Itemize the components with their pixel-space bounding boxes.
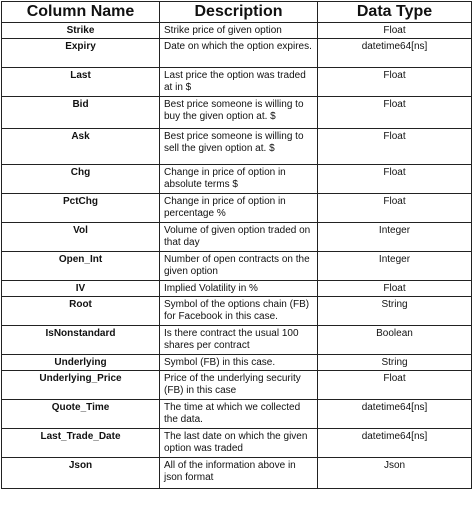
row-column-name: Bid xyxy=(2,97,160,129)
row-column-name: Last xyxy=(2,68,160,97)
row-column-name: Last_Trade_Date xyxy=(2,429,160,458)
row-data-type: datetime64[ns] xyxy=(318,400,472,429)
row-description: Best price someone is willing to sell the given option at. $ xyxy=(160,129,318,165)
row-data-type: Boolean xyxy=(318,326,472,355)
row-description: Volume of given option traded on that day xyxy=(160,223,318,252)
row-data-type: Float xyxy=(318,23,472,39)
table-row xyxy=(2,97,472,129)
row-description: Strike price of given option xyxy=(160,23,318,39)
column-definitions-table xyxy=(1,1,472,489)
header-description: Description xyxy=(160,2,318,23)
row-data-type: Json xyxy=(318,458,472,489)
row-data-type: Float xyxy=(318,97,472,129)
row-description: Symbol (FB) in this case. xyxy=(160,355,318,371)
row-data-type: Float xyxy=(318,129,472,165)
row-description: Best price someone is willing to buy the given option at. $ xyxy=(160,97,318,129)
header-row xyxy=(2,2,472,23)
row-description: The time at which we collected the data. xyxy=(160,400,318,429)
table-row xyxy=(2,165,472,194)
row-description: Price of the underlying security (FB) in this case xyxy=(160,371,318,400)
row-data-type: Float xyxy=(318,68,472,97)
row-data-type: datetime64[ns] xyxy=(318,429,472,458)
row-column-name: Open_Int xyxy=(2,252,160,281)
row-description: Date on which the option expires. xyxy=(160,39,318,68)
row-data-type: String xyxy=(318,355,472,371)
row-description: Change in price of option in absolute terms $ xyxy=(160,165,318,194)
row-column-name: Vol xyxy=(2,223,160,252)
row-data-type: Float xyxy=(318,194,472,223)
row-column-name: IsNonstandard xyxy=(2,326,160,355)
table-row xyxy=(2,355,472,371)
table-row xyxy=(2,23,472,39)
row-column-name: Underlying_Price xyxy=(2,371,160,400)
row-column-name: IV xyxy=(2,281,160,297)
row-column-name: Json xyxy=(2,458,160,489)
row-description: Implied Volatility in % xyxy=(160,281,318,297)
row-description: Is there contract the usual 100 shares per contract xyxy=(160,326,318,355)
table-row xyxy=(2,39,472,68)
row-description: Number of open contracts on the given option xyxy=(160,252,318,281)
row-data-type: Integer xyxy=(318,252,472,281)
table-row xyxy=(2,458,472,489)
table-row xyxy=(2,297,472,326)
row-column-name: PctChg xyxy=(2,194,160,223)
row-column-name: Ask xyxy=(2,129,160,165)
row-data-type: Integer xyxy=(318,223,472,252)
table-row xyxy=(2,252,472,281)
table-row xyxy=(2,194,472,223)
row-column-name: Chg xyxy=(2,165,160,194)
row-data-type: Float xyxy=(318,281,472,297)
table-row xyxy=(2,429,472,458)
row-description: Change in price of option in percentage % xyxy=(160,194,318,223)
row-description: Symbol of the options chain (FB) for Facebook in this case. xyxy=(160,297,318,326)
row-description: Last price the option was traded at in $ xyxy=(160,68,318,97)
row-data-type: Float xyxy=(318,165,472,194)
row-data-type: datetime64[ns] xyxy=(318,39,472,68)
row-column-name: Root xyxy=(2,297,160,326)
row-data-type: Float xyxy=(318,371,472,400)
table-row xyxy=(2,129,472,165)
table-row xyxy=(2,223,472,252)
table-row xyxy=(2,281,472,297)
row-column-name: Underlying xyxy=(2,355,160,371)
row-description: The last date on which the given option was traded xyxy=(160,429,318,458)
table-row xyxy=(2,371,472,400)
row-data-type: String xyxy=(318,297,472,326)
header-column-name: Column Name xyxy=(2,2,160,23)
table-row xyxy=(2,68,472,97)
header-data-type: Data Type xyxy=(318,2,472,23)
row-column-name: Strike xyxy=(2,23,160,39)
row-column-name: Expiry xyxy=(2,39,160,68)
row-description: All of the information above in json format xyxy=(160,458,318,489)
table-row xyxy=(2,400,472,429)
data-dictionary-sheet xyxy=(1,1,471,489)
row-column-name: Quote_Time xyxy=(2,400,160,429)
table-row xyxy=(2,326,472,355)
